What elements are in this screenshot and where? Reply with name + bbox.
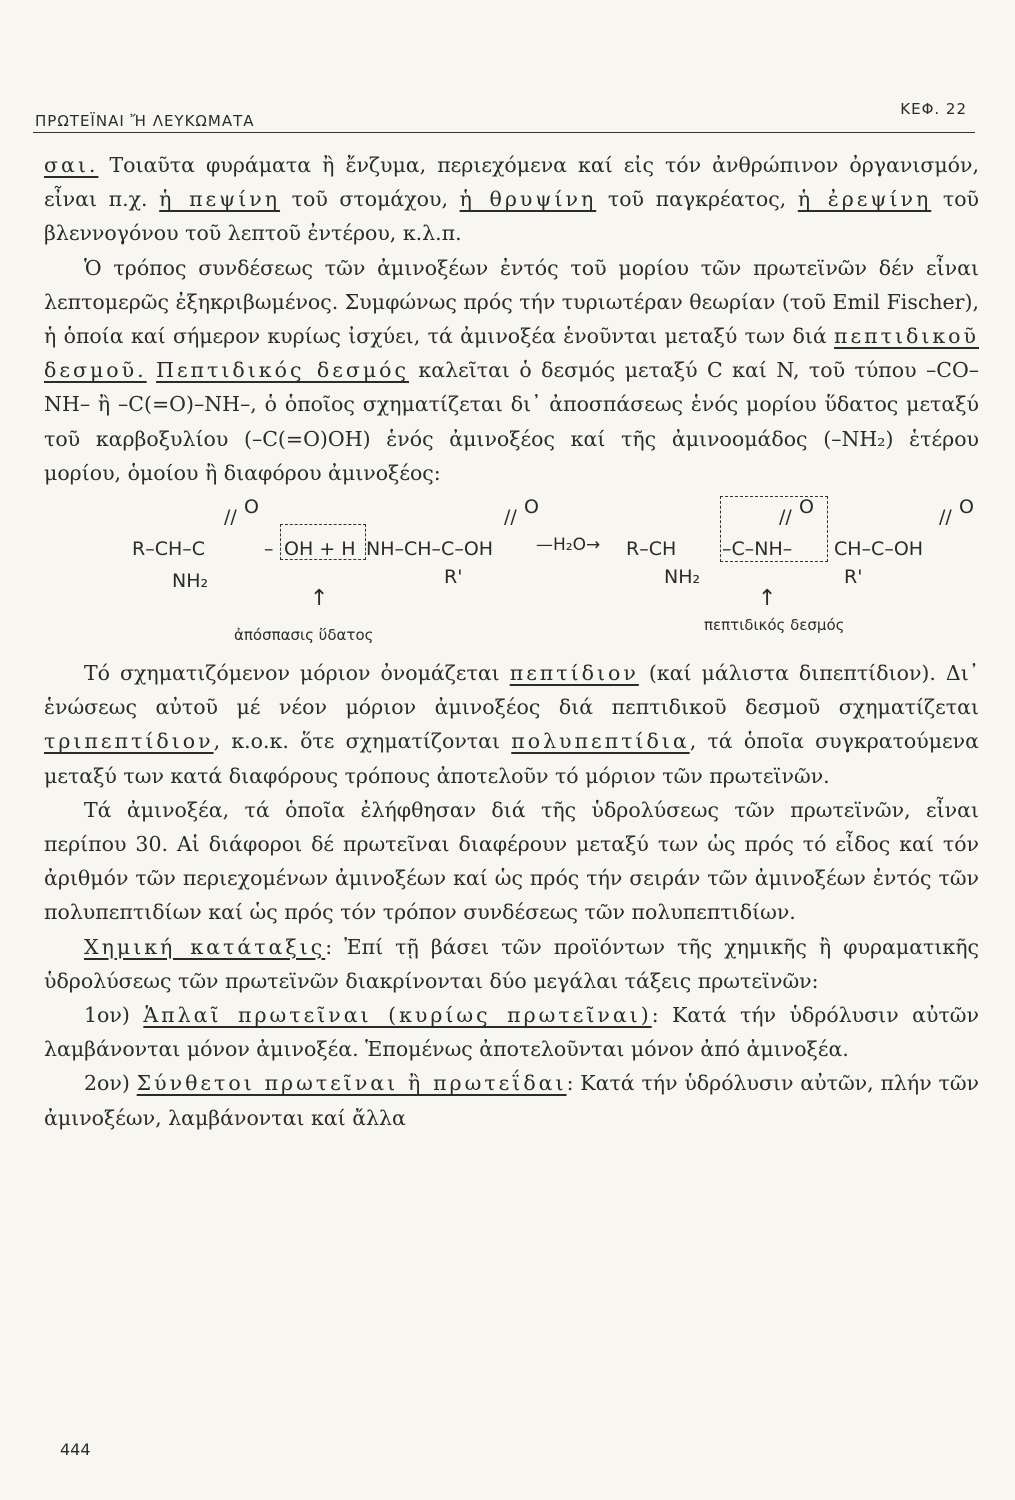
text-run: τοῦ στομάχου, bbox=[280, 187, 460, 212]
oxygen-label: O bbox=[244, 496, 259, 519]
paragraph-simple-proteins bbox=[44, 998, 979, 1066]
paragraph-enzymes bbox=[44, 148, 979, 251]
paragraph-peptides bbox=[44, 656, 979, 793]
body-text bbox=[44, 148, 979, 1135]
up-arrow-icon: ↑ bbox=[310, 586, 329, 612]
paragraph-classification bbox=[44, 930, 979, 998]
text-run: τοῦ βλεννογόνου τοῦ λεπτοῦ ἐντέρου, κ.λ.π. bbox=[44, 187, 980, 246]
product-right-formula: CH–C–OH bbox=[834, 538, 924, 561]
text-run bbox=[147, 358, 156, 382]
text-run: Τοιαῦτα φυράματα ἢ ἔνζυμα, περιεχόμενα καί εἰς τόν ἀνθρώπινον ὀργανισμόν, εἶναι π.χ. bbox=[44, 153, 979, 212]
text-run: Ὁ τρόπος συνδέσεως τῶν ἀμινοξέων ἐντός τοῦ μορίου τῶν πρωτεϊνῶν δέν εἶναι λεπτομερῶς ἐξηκριβωμένος. Συμφώνως πρός τήν τυριωτέραν θεωρίαν (τοῦ Emil Fischer), ἡ ὁποία καί σήμερον κυρίως ἰσχύει, τά ἀμινοξέα ἑνοῦνται μεταξύ των διά bbox=[44, 255, 979, 349]
list-number: 1ον) bbox=[84, 1003, 144, 1028]
oxygen-label: O bbox=[524, 496, 539, 519]
term-peptide: πεπτίδιον bbox=[509, 661, 639, 686]
text-run: : Ἐπί τῇ βάσει τῶν προϊόντων τῆς χημικῆς ἢ φυραματικῆς ὑδρολύσεως τῶν πρωτεϊνῶν διακρίνονται δύο μεγάλαι τάξεις πρωτεϊνῶν: bbox=[44, 934, 979, 993]
term-polypeptides: πολυπεπτίδια bbox=[511, 729, 690, 754]
oxygen-label: O bbox=[799, 496, 814, 519]
term-peptide-bond: Πεπτιδικός δεσμός bbox=[156, 358, 409, 383]
term-peptide-bond-genitive: πεπτιδικοῦ δεσμοῦ. bbox=[44, 324, 979, 383]
double-bond-mark: // bbox=[939, 506, 952, 529]
r-prime-label: R' bbox=[444, 566, 463, 589]
list-number: 2ον) bbox=[84, 1071, 137, 1096]
up-arrow-icon: ↑ bbox=[758, 586, 777, 612]
paragraph-amino-acids: Τά ἀμινοξέα, τά ὁποῖα ἐλήφθησαν διά τῆς ὑδρολύσεως τῶν πρωτεϊνῶν, εἶναι περίπου 30. Αἱ διάφοροι δέ πρωτεῖναι διαφέρουν μεταξύ των ὡς πρός τό εἶδος καί τόν ἀριθμόν τῶν περιεχομένων ἀμινοξέων καί ὡς πρός τήν σειράν τῶν ἀμινοξέων ἐντός τῶν πολυπεπτιδίων καί ὡς πρός τόν τρόπον συνδέσεως τῶν πολυπεπτιδίων. bbox=[44, 797, 979, 925]
text-run: : Κατά τήν ὑδρόλυσιν αὐτῶν, πλήν τῶν ἀμινοξέων, λαμβάνονται καί ἄλλα bbox=[44, 1071, 980, 1130]
reactant-2-formula: NH–CH–C–OH bbox=[366, 538, 494, 561]
text-run: , τά ὁποῖα συγκρατούμενα μεταξύ των κατά διαφόρους τρόπους ἀποτελοῦν τό μόριον τῶν πρωτεϊνῶν. bbox=[44, 729, 979, 788]
paragraph-peptide-bond bbox=[44, 251, 979, 490]
term-pepsin: ἡ πεψίνη bbox=[159, 187, 281, 212]
reactant-1-formula: R–CH–C bbox=[132, 538, 206, 561]
reaction-arrow: —H₂O→ bbox=[536, 535, 601, 556]
double-bond-mark: // bbox=[224, 506, 237, 529]
running-header-title: ΠΡΩΤΕΪΝΑΙ Ἤ ΛΕΥΚΩΜΑΤΑ bbox=[35, 112, 255, 130]
amino-group-label: NH₂ bbox=[172, 570, 209, 593]
peptide-formation-equation bbox=[44, 496, 979, 650]
underlined-word: σαι. bbox=[44, 153, 99, 177]
text-run: : Κατά τήν ὑδρόλυσιν αὐτῶν λαμβάνονται μόνον ἀμινοξέα. Ἑπομένως ἀποτελοῦνται μόνον ἀπό ἀμινοξέα. bbox=[44, 1003, 979, 1062]
heading-chemical-classification: Χημική κατάταξις bbox=[84, 934, 326, 959]
term-tripeptide: τριπεπτίδιον bbox=[44, 729, 214, 754]
peptide-bond-group: –C–NH– bbox=[722, 538, 793, 561]
term-erepsin: ἡ ἐρεψίνη bbox=[797, 187, 932, 212]
term-simple-proteins: Ἁπλαῖ πρωτεῖναι (κυρίως πρωτεῖναι) bbox=[143, 1003, 652, 1028]
double-bond-mark: // bbox=[504, 506, 517, 529]
text-run: , κ.ο.κ. ὅτε σχηματίζονται bbox=[213, 729, 512, 754]
term-conjugated-proteins: Σύνθετοι πρωτεῖναι ἢ πρωτεΐδαι bbox=[136, 1071, 567, 1096]
oxygen-label: O bbox=[959, 496, 974, 519]
caption-water-removal: ἀπόσπασις ὕδατος bbox=[234, 626, 374, 645]
text-run: (καί μάλιστα διπεπτίδιον). Δι᾽ ἑνώσεως αὐτοῦ μέ νέον μόριον ἀμινοξέος διά πεπτιδικοῦ δεσμοῦ σχηματίζεται bbox=[44, 661, 980, 720]
chapter-label: ΚΕΦ. 22 bbox=[900, 100, 967, 118]
header-rule bbox=[33, 132, 975, 133]
text-run: Τό σχηματιζόμενον μόριον ὀνομάζεται bbox=[84, 661, 510, 686]
double-bond-mark: // bbox=[779, 506, 792, 529]
caption-peptide-bond: πεπτιδικός δεσμός bbox=[704, 616, 845, 635]
page-number: 444 bbox=[60, 1440, 91, 1459]
paragraph-conjugated-proteins bbox=[44, 1066, 979, 1134]
bond-dash: – bbox=[264, 538, 274, 561]
amino-group-label: NH₂ bbox=[664, 566, 701, 589]
r-prime-label: R' bbox=[844, 566, 863, 589]
term-trypsin: ἡ θρυψίνη bbox=[459, 187, 597, 212]
text-run: τοῦ παγκρέατος, bbox=[596, 187, 798, 212]
product-left-formula: R–CH bbox=[626, 538, 677, 561]
water-removal-groups: OH + H bbox=[284, 538, 356, 561]
text-run: καλεῖται ὁ δεσμός μεταξύ C καί N, τοῦ τύπου –CO–NH– ἢ –C(=O)–NH–, ὁ ὁποῖος σχηματίζεται δι᾽ ἀποσπάσεως ἑνός μορίου ὕδατος μεταξύ τοῦ καρβοξυλίου (–C(=O)OH) ἑνός ἀμινοξέος καί τῆς ἀμινοομάδος (–NH₂) ἑτέρου μορίου, ὁμοίου ἢ διαφόρου ἀμινοξέος: bbox=[44, 358, 979, 485]
